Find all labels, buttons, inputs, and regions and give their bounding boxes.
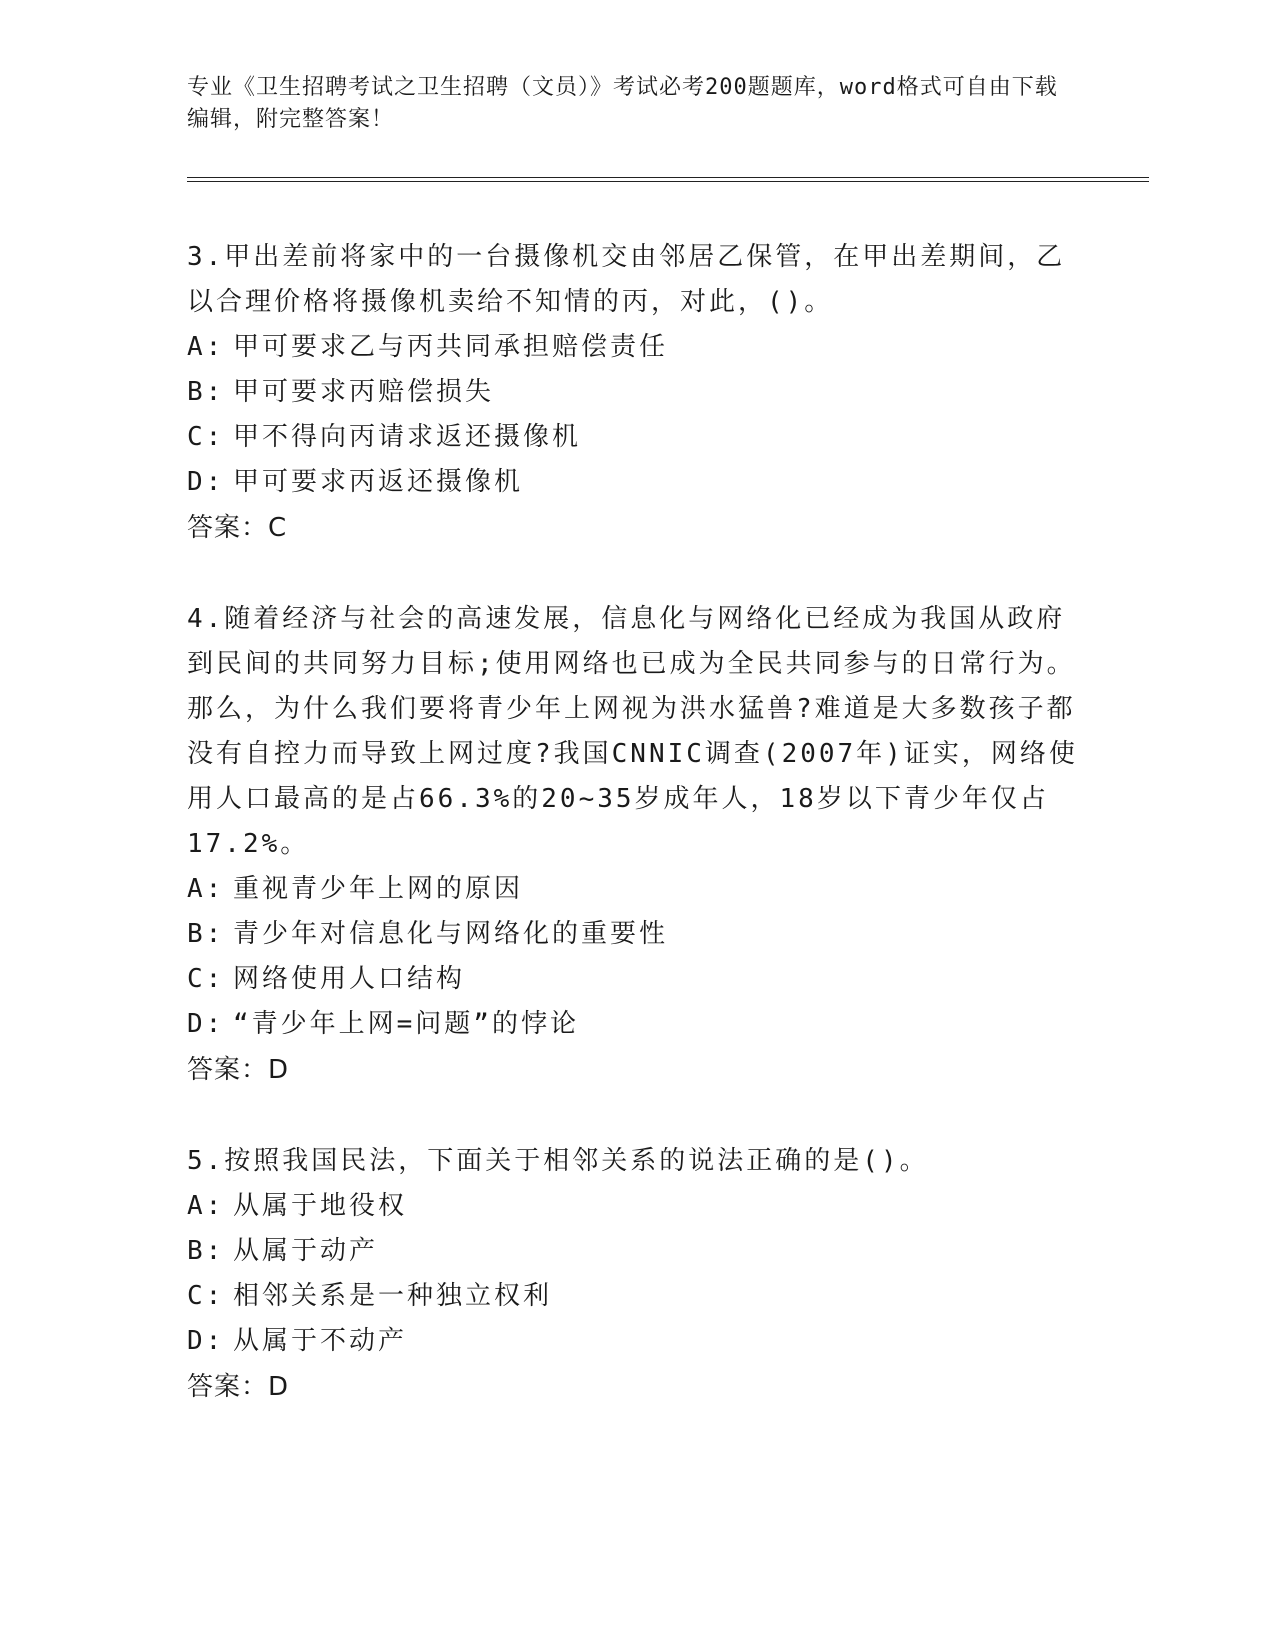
question-stem: 4.随着经济与社会的高速发展，信息化与网络化已经成为我国从政府到民间的共同努力目标;使用网络也已成为全民共同参与的日常行为。那么，为什么我们要将青少年上网视为洪水猛兽?难道是大多数孩子都没有自控力而导致上网过度?我国CNNIC调查(2007年)证实，网络使用人口最高的是占66.3%的20~35岁成年人，18岁以下青少年仅占17.2%。 bbox=[187, 604, 1078, 859]
option-d bbox=[187, 1002, 1087, 1047]
option-b bbox=[187, 912, 1087, 957]
header-divider bbox=[187, 177, 1149, 182]
option-letter: C: bbox=[187, 422, 225, 452]
option-letter: B: bbox=[187, 919, 225, 949]
document-header: 专业《卫生招聘考试之卫生招聘（文员）》考试必考200题题库，word格式可自由下载编辑，附完整答案！ bbox=[187, 75, 1058, 132]
option-letter: D: bbox=[187, 1326, 225, 1356]
option-b bbox=[187, 1229, 1087, 1274]
option-d bbox=[187, 1319, 1087, 1364]
option-letter: A: bbox=[187, 332, 225, 362]
option-text: 甲不得向丙请求返还摄像机 bbox=[233, 422, 582, 452]
answer-line: 答案：C bbox=[187, 513, 288, 543]
option-b bbox=[187, 370, 1087, 415]
option-text: “青少年上网=问题”的悖论 bbox=[233, 1009, 579, 1039]
option-letter: B: bbox=[187, 377, 225, 407]
option-letter: A: bbox=[187, 1191, 225, 1221]
option-letter: A: bbox=[187, 874, 225, 904]
question-stem: 3.甲出差前将家中的一台摄像机交由邻居乙保管，在甲出差期间，乙以合理价格将摄像机卖给不知情的丙，对此，()。 bbox=[187, 242, 1066, 317]
option-letter: B: bbox=[187, 1236, 225, 1266]
option-text: 甲可要求丙返还摄像机 bbox=[233, 467, 524, 497]
option-a bbox=[187, 325, 1087, 370]
option-letter: C: bbox=[187, 1281, 225, 1311]
answer-line: 答案：D bbox=[187, 1372, 290, 1402]
option-a bbox=[187, 867, 1087, 912]
question-5 bbox=[187, 1139, 1087, 1410]
option-c bbox=[187, 1274, 1087, 1319]
answer-line: 答案：D bbox=[187, 1055, 290, 1085]
question-4 bbox=[187, 597, 1087, 1093]
option-text: 从属于不动产 bbox=[233, 1326, 408, 1356]
option-text: 青少年对信息化与网络化的重要性 bbox=[233, 919, 669, 949]
question-list bbox=[187, 235, 1087, 1456]
option-letter: D: bbox=[187, 467, 225, 497]
option-letter: D: bbox=[187, 1009, 225, 1039]
option-d bbox=[187, 460, 1087, 505]
option-text: 网络使用人口结构 bbox=[233, 964, 466, 994]
option-text: 相邻关系是一种独立权利 bbox=[233, 1281, 553, 1311]
option-c bbox=[187, 957, 1087, 1002]
option-text: 甲可要求丙赔偿损失 bbox=[233, 377, 495, 407]
question-stem: 5.按照我国民法，下面关于相邻关系的说法正确的是()。 bbox=[187, 1146, 929, 1176]
option-a bbox=[187, 1184, 1087, 1229]
option-c bbox=[187, 415, 1087, 460]
option-text: 甲可要求乙与丙共同承担赔偿责任 bbox=[233, 332, 669, 362]
option-text: 从属于地役权 bbox=[233, 1191, 408, 1221]
question-3 bbox=[187, 235, 1087, 551]
option-text: 从属于动产 bbox=[233, 1236, 379, 1266]
option-text: 重视青少年上网的原因 bbox=[233, 874, 524, 904]
option-letter: C: bbox=[187, 964, 225, 994]
